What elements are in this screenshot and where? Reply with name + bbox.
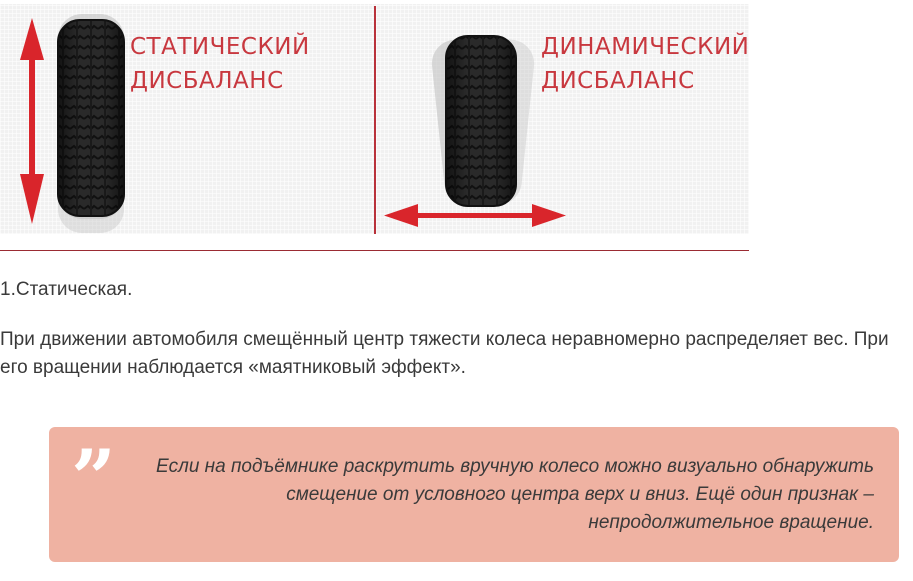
static-tire xyxy=(58,20,124,216)
section-heading: 1.Статическая. xyxy=(0,279,133,300)
dynamic-imbalance-label xyxy=(541,30,749,98)
static-label-line2: ДИСБАЛАНС xyxy=(130,68,284,94)
body-paragraph: При движении автомобиля смещённый центр тяжести колеса неравномерно распределяет вес. При его вращении наблюдается «маятниковый эффект». xyxy=(0,329,889,378)
quote-mark-icon: ” xyxy=(71,433,116,524)
blockquote-text: Если на подъёмнике раскрутить вручную колесо можно визуально обнаружить смещение от условного центра верх и вниз. Ещё один признак –непродолжительное вращение. xyxy=(155,456,874,533)
section-divider xyxy=(0,250,749,251)
static-imbalance-label xyxy=(130,30,310,98)
dynamic-tire xyxy=(446,36,516,206)
horizontal-double-arrow-icon xyxy=(384,204,566,227)
dynamic-label-line1: ДИНАМИЧЕСКИЙ xyxy=(541,34,749,60)
vertical-double-arrow-icon xyxy=(20,18,44,224)
blockquote xyxy=(49,427,899,562)
static-label-line1: СТАТИЧЕСКИЙ xyxy=(130,34,310,60)
panel-divider xyxy=(374,6,376,234)
tire-imbalance-illustration xyxy=(0,4,749,234)
dynamic-label-line2: ДИСБАЛАНС xyxy=(541,68,695,94)
